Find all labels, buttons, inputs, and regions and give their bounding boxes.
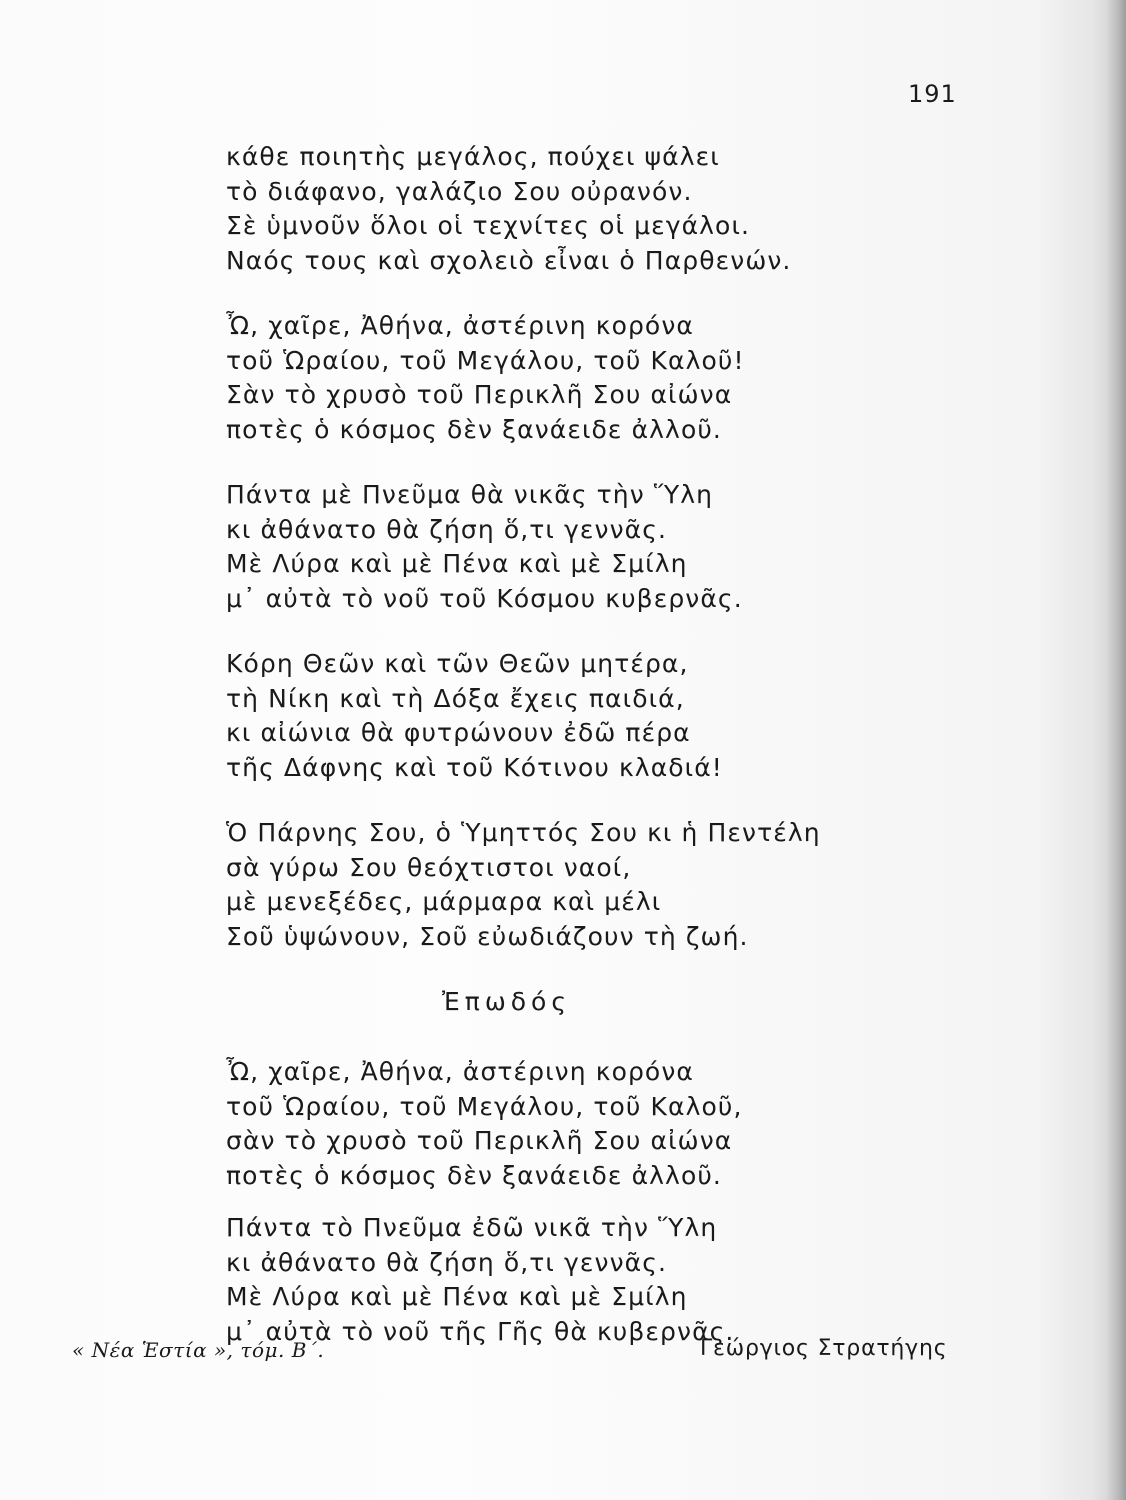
- verse-line: Σοῦ ὑψώνουν, Σοῦ εὐωδιάζουν τὴ ζωή.: [226, 921, 749, 951]
- stanza-4: [226, 647, 986, 785]
- verse-line: ποτὲς ὁ κόσμος δὲν ξανάειδε ἀλλοῦ.: [226, 1160, 722, 1190]
- verse-line: κάθε ποιητὴς μεγάλος, πούχει ψάλει: [226, 142, 720, 171]
- verse-line: τοῦ Ὡραίου, τοῦ Μεγάλου, τοῦ Καλοῦ!: [226, 345, 745, 375]
- stanza-5: [226, 816, 986, 954]
- epode-heading: Ἐπωδός: [442, 987, 572, 1016]
- verse-line: Πάντα μὲ Πνεῦμα θὰ νικᾶς τὴν Ὕλη: [226, 480, 714, 509]
- stanza-2: [226, 309, 986, 447]
- verse-line: Μὲ Λύρα καὶ μὲ Πένα καὶ μὲ Σμίλη: [226, 1282, 688, 1311]
- verse-line: Ὦ, χαῖρε, Ἀθήνα, ἀστέρινη κορόνα: [226, 311, 694, 340]
- verse-line: μ᾿ αὐτὰ τὸ νοῦ τοῦ Κόσμου κυβερνᾶς.: [226, 583, 743, 613]
- verse-line: Ὁ Πάρνης Σου, ὁ Ὑμηττός Σου κι ἡ Πεντέλη: [226, 818, 821, 847]
- stanza-3: [226, 478, 986, 616]
- source-citation: « Νέα Ἑστία », τόμ. Β΄.: [72, 1338, 325, 1362]
- verse-line: τὸ διάφανο, γαλάζιο Σου οὐρανόν.: [226, 176, 693, 206]
- verse-line: Κόρη Θεῶν καὶ τῶν Θεῶν μητέρα,: [226, 649, 689, 678]
- verse-line: κι ἀθάνατο θὰ ζήση ὅ,τι γεννᾶς.: [226, 514, 668, 544]
- verse-line: Σὰν τὸ χρυσὸ τοῦ Περικλῆ Σου αἰώνα: [226, 380, 733, 409]
- epode-stanza-1: [226, 1055, 986, 1193]
- stanza-1: [226, 140, 986, 278]
- page-number: 191: [908, 80, 957, 108]
- verse-line: Ναός τους καὶ σχολειὸ εἶναι ὁ Παρθενών.: [226, 245, 792, 275]
- verse-line: Μὲ Λύρα καὶ μὲ Πένα καὶ μὲ Σμίλη: [226, 549, 688, 578]
- verse-line: μ᾿ αὐτὰ τὸ νοῦ τῆς Γῆς θὰ κυβερνᾶς.: [226, 1316, 735, 1346]
- verse-line: σὰ γύρω Σου θεόχτιστοι ναοί,: [226, 852, 632, 882]
- verse-line: Ὦ, χαῖρε, Ἀθήνα, ἀστέρινη κορόνα: [226, 1057, 694, 1086]
- verse-line: τοῦ Ὡραίου, τοῦ Μεγάλου, τοῦ Καλοῦ,: [226, 1091, 743, 1121]
- verse-line: τῆς Δάφνης καὶ τοῦ Κότινου κλαδιά!: [226, 752, 723, 782]
- verse-line: κι ἀθάνατο θὰ ζήση ὅ,τι γεννᾶς.: [226, 1247, 668, 1277]
- page-binding-shadow: [1106, 0, 1126, 1500]
- verse-line: κι αἰώνια θὰ φυτρώνουν ἐδῶ πέρα: [226, 718, 691, 747]
- verse-line: Πάντα τὸ Πνεῦμα ἐδῶ νικᾶ τὴν Ὕλη: [226, 1213, 718, 1242]
- epode-stanza-2: [226, 1211, 986, 1349]
- verse-line: μὲ μενεξέδες, μάρμαρα καὶ μέλι: [226, 887, 662, 916]
- poem-body: [226, 140, 986, 1380]
- verse-line: Σὲ ὑμνοῦν ὅλοι οἱ τεχνίτες οἱ μεγάλοι.: [226, 211, 751, 240]
- verse-line: σὰν τὸ χρυσὸ τοῦ Περικλῆ Σου αἰώνα: [226, 1126, 733, 1155]
- verse-line: τὴ Νίκη καὶ τὴ Δόξα ἔχεις παιδιά,: [226, 683, 685, 713]
- author-name: Γεώργιος Στρατήγης: [700, 1336, 948, 1361]
- verse-line: ποτὲς ὁ κόσμος δὲν ξανάειδε ἀλλοῦ.: [226, 414, 722, 444]
